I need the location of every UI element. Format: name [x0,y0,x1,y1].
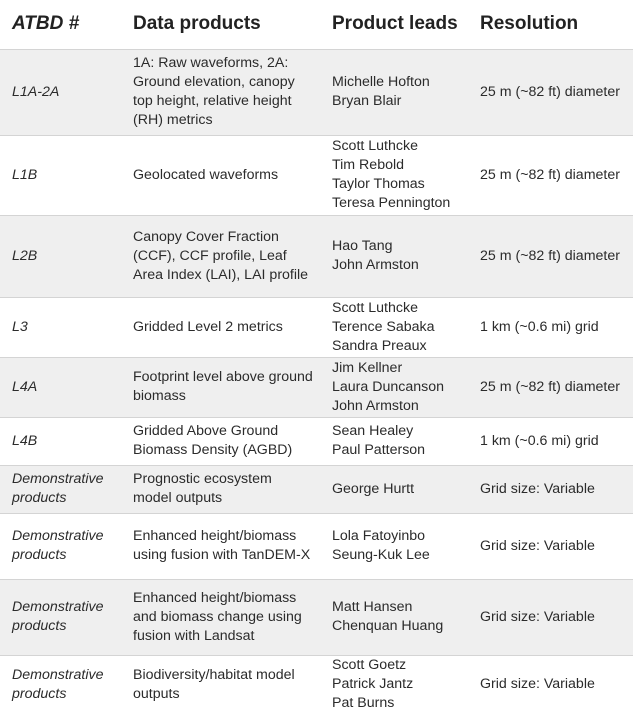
atbd-cell-line: products [12,685,67,702]
data-products-cell-line: 1A: Raw waveforms, 2A: [133,55,289,71]
product-leads-cell-line: Paul Patterson [332,442,426,458]
data-products-cell-line: (CCF), CCF profile, Leaf [133,247,287,264]
resolution-cell-text: 25 m (~82 ft) diameter [480,166,620,183]
data-products-cell-line: Biomass Density (AGBD) [133,442,293,458]
atbd-cell-line: Demonstrative [12,599,104,615]
table-row [0,297,633,357]
data-products-cell-line: Footprint level above ground [133,369,313,385]
atbd-cell-line: L3 [12,318,28,335]
atbd-cell-line: Demonstrative [12,666,104,683]
atbd-cell [0,49,121,135]
product-leads-cell-line: Seung-Kuk Lee [332,547,430,563]
product-leads-cell [320,513,468,579]
product-leads-cell-line: Sean Healey [332,423,414,439]
header-product-leads: Product leads [332,13,458,35]
data-products-cell-line: Biodiversity/habitat model [133,666,295,683]
table-row [0,417,633,465]
data-products-cell-line: Gridded Level 2 metrics [133,318,283,335]
data-products-cell-line: Gridded Above Ground [133,423,279,439]
atbd-cell [0,465,121,513]
atbd-cell-line: L1A-2A [12,83,60,100]
product-leads-cell-line: John Armston [332,257,419,273]
product-leads-cell [320,135,468,215]
product-leads-cell-line: Patrick Jantz [332,676,414,693]
resolution-cell-text: Grid size: Variable [480,608,595,625]
table-row [0,215,633,297]
resolution-cell-text: 1 km (~0.6 mi) grid [480,318,599,335]
product-leads-cell [320,215,468,297]
product-leads-cell-line: Sandra Preaux [332,337,427,354]
resolution-cell [468,135,633,215]
product-leads-cell-line: Lola Fatoyinbo [332,528,426,544]
atbd-cell [0,297,121,357]
header-data-products: Data products [133,13,261,35]
table-row [0,513,633,579]
product-leads-cell-line: Jim Kellner [332,359,403,376]
product-leads-cell-line: Bryan Blair [332,93,402,109]
data-products-cell [121,465,320,513]
data-products-cell-line: top height, relative height [133,93,292,109]
data-products-cell [121,49,320,135]
product-leads-cell-line: Teresa Pennington [332,195,451,211]
resolution-cell-text: Grid size: Variable [480,676,595,693]
table-body [0,49,633,714]
atbd-cell-line: L4A [12,378,38,395]
atbd-cell [0,135,121,215]
atbd-cell-line: products [12,490,67,506]
table-row [0,49,633,135]
product-leads-cell-line: Pat Burns [332,695,395,712]
table-row [0,357,633,417]
resolution-cell [468,417,633,465]
atbd-cell-line: products [12,618,67,634]
data-products-cell-line: Canopy Cover Fraction [133,228,279,245]
atbd-cell-line: Demonstrative [12,471,104,487]
data-products-cell [121,655,320,714]
table-row [0,135,633,215]
product-leads-cell [320,579,468,655]
data-products-cell-line: Enhanced height/biomass [133,589,297,606]
resolution-cell-text: 1 km (~0.6 mi) grid [480,432,599,449]
data-products-cell [121,513,320,579]
atbd-cell [0,513,121,579]
table-row [0,655,633,714]
product-leads-cell-line: George Hurtt [332,480,415,497]
atbd-cell [0,579,121,655]
data-products-cell [121,297,320,357]
resolution-cell [468,215,633,297]
atbd-cell-line: L1B [12,166,38,183]
data-products-cell [121,135,320,215]
product-leads-cell-line: Matt Hansen [332,599,413,615]
product-leads-cell-line: Hao Tang [332,238,393,254]
data-products-cell-line: outputs [133,685,180,702]
data-products-cell-line: biomass [133,388,186,404]
data-products-cell-line: Geolocated waveforms [133,166,279,183]
data-products-cell-line: Ground elevation, canopy [133,74,295,90]
resolution-cell-text: Grid size: Variable [480,480,595,497]
product-leads-cell [320,655,468,714]
resolution-cell [468,579,633,655]
resolution-cell-text: 25 m (~82 ft) diameter [480,83,620,100]
data-products-cell-line: using fusion with TanDEM-X [133,547,311,563]
data-products-cell-line: model outputs [133,490,223,506]
resolution-cell-text: Grid size: Variable [480,537,595,554]
product-leads-cell-line: Scott Luthcke [332,299,418,316]
atbd-cell [0,655,121,714]
resolution-cell-text: 25 m (~82 ft) diameter [480,378,620,395]
data-products-cell [121,579,320,655]
data-products-cell-line: fusion with Landsat [133,627,255,644]
resolution-cell [468,357,633,417]
atbd-cell [0,417,121,465]
product-leads-cell-line: Terence Sabaka [332,318,435,335]
product-leads-cell-line: Michelle Hofton [332,74,430,90]
table-row [0,579,633,655]
product-leads-cell-line: Tim Rebold [332,157,405,173]
product-leads-cell [320,417,468,465]
atbd-cell-line: L4B [12,432,38,449]
product-leads-cell [320,357,468,417]
data-products-cell [121,357,320,417]
atbd-cell [0,215,121,297]
product-leads-cell-line: Chenquan Huang [332,618,444,634]
data-products-cell [121,417,320,465]
product-leads-cell [320,49,468,135]
product-leads-cell [320,297,468,357]
resolution-cell-text: 25 m (~82 ft) diameter [480,247,620,264]
header-resolution: Resolution [480,13,579,35]
atbd-cell-line: products [12,547,67,563]
resolution-cell [468,465,633,513]
atbd-cell-line: L2B [12,247,38,264]
product-leads-cell [320,465,468,513]
atbd-cell [0,357,121,417]
product-leads-cell-line: John Armston [332,397,419,414]
data-products-cell-line: Prognostic ecosystem [133,471,272,487]
resolution-cell [468,49,633,135]
data-products-cell-line: (RH) metrics [133,112,213,128]
product-leads-cell-line: Laura Duncanson [332,378,445,395]
resolution-cell [468,513,633,579]
resolution-cell [468,297,633,357]
resolution-cell [468,655,633,714]
header-row [0,0,633,49]
data-products-cell-line: Enhanced height/biomass [133,528,297,544]
data-products-cell-line: Area Index (LAI), LAI profile [133,266,309,283]
data-products-cell-line: and biomass change using [133,608,302,625]
product-leads-cell-line: Scott Goetz [332,657,407,674]
data-products-cell [121,215,320,297]
header-atbd: ATBD # [12,13,80,35]
product-leads-cell-line: Taylor Thomas [332,176,425,192]
atbd-cell-line: Demonstrative [12,528,104,544]
product-leads-cell-line: Scott Luthcke [332,138,418,154]
table-row [0,465,633,513]
